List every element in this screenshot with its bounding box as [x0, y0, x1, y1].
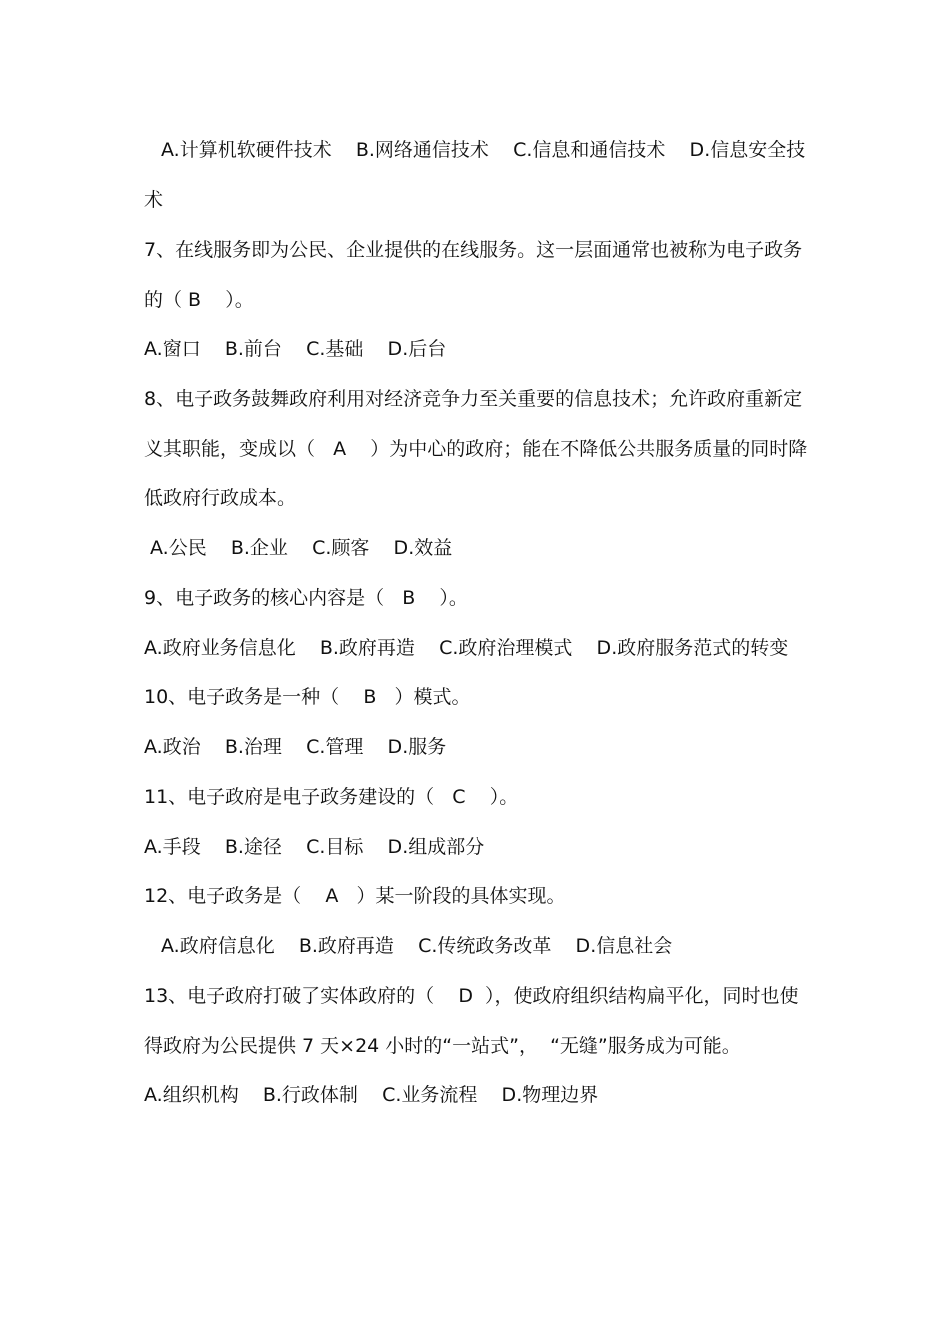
q6-options-line2: 术	[144, 189, 164, 211]
q6-options-line1: A.计算机软硬件技术 B.网络通信技术 C.信息和通信技术 D.信息安全技	[161, 139, 806, 161]
q9-question: 9、电子政务的核心内容是（ B ）。	[144, 587, 468, 609]
q12-question: 12、电子政务是（ A ）某一阶段的具体实现。	[144, 885, 566, 907]
q11-question: 11、电子政府是电子政务建设的（ C ）。	[144, 786, 519, 808]
q10-question: 10、电子政务是一种（ B ）模式。	[144, 686, 471, 708]
q8-question-line1: 8、电子政务鼓舞政府利用对经济竞争力至关重要的信息技术；允许政府重新定	[144, 388, 803, 410]
q11-options: A.手段 B.途径 C.目标 D.组成部分	[144, 836, 485, 858]
q9-options: A.政府业务信息化 B.政府再造 C.政府治理模式 D.政府服务范式的转变	[144, 637, 789, 659]
q10-options: A.政治 B.治理 C.管理 D.服务	[144, 736, 447, 758]
q8-question-line3: 低政府行政成本。	[144, 487, 297, 509]
q7-options: A.窗口 B.前台 C.基础 D.后台	[144, 338, 447, 360]
q13-options: A.组织机构 B.行政体制 C.业务流程 D.物理边界	[144, 1084, 599, 1106]
q7-question-line1: 7、在线服务即为公民、企业提供的在线服务。这一层面通常也被称为电子政务	[144, 239, 803, 261]
q8-question-line2: 义其职能，变成以（ A ）为中心的政府；能在不降低公共服务质量的同时降	[144, 438, 808, 460]
q12-options: A.政府信息化 B.政府再造 C.传统政务改革 D.信息社会	[161, 935, 673, 957]
q13-question-line2: 得政府为公民提供 7 天×24 小时的“一站式”， “无缝”服务成为可能。	[144, 1035, 741, 1057]
q8-options: A.公民 B.企业 C.顾客 D.效益	[150, 537, 453, 559]
q7-question-line2: 的（ B ）。	[144, 289, 254, 311]
q13-question-line1: 13、电子政府打破了实体政府的（ D ），使政府组织结构扁平化，同时也使	[144, 985, 799, 1007]
